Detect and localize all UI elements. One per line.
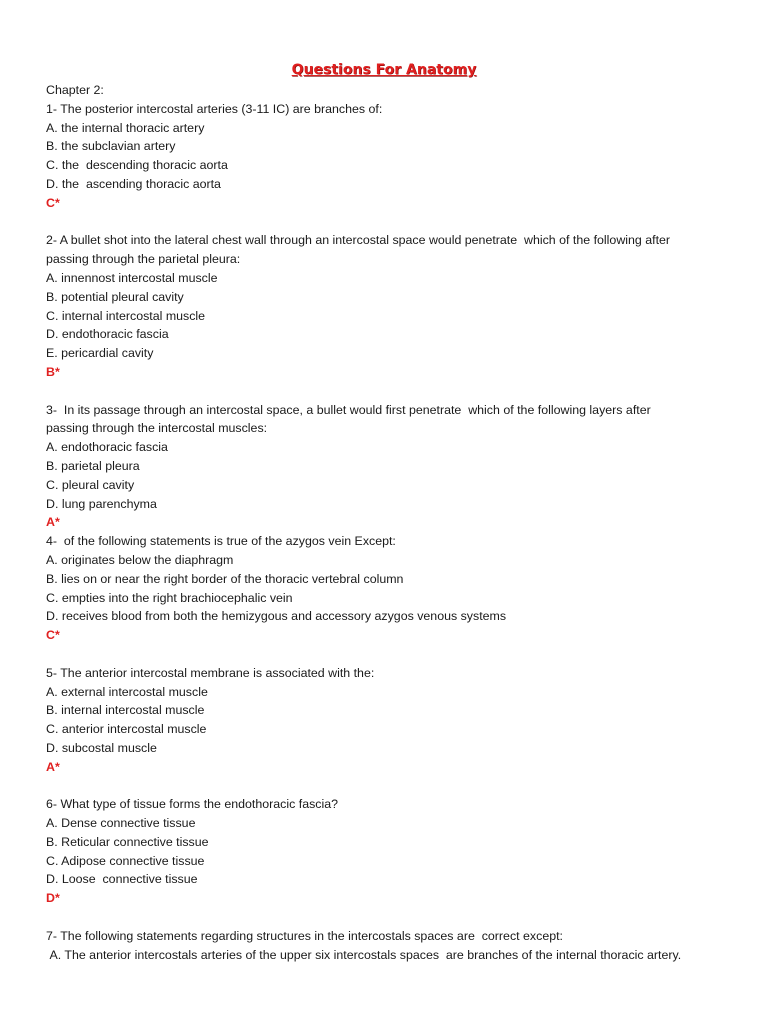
question-2-option-d: D. endothoracic fascia [46,327,169,342]
chapter-heading: Chapter 2: [46,83,104,97]
spacer [46,908,736,927]
question-6-answer: D* [46,891,60,906]
question-5 [46,664,736,777]
question-4-option-c: C. empties into the right brachiocephalic vein [46,590,293,605]
question-5-answer: A* [46,759,60,774]
question-4-option-d: D. receives blood from both the hemizygous and accessory azygos venous systems [46,609,507,624]
question-3-stem: 3- In its passage through an intercostal space, a bullet would first penetrate which of the following layers after [46,402,651,417]
question-4-stem: 4- of the following statements is true of the azygos vein Except: [46,534,396,549]
document-body [46,81,736,964]
question-3-answer: A* [46,515,60,530]
question-1-option-c: C. the descending thoracic aorta [46,158,228,173]
question-5-option-d: D. subcostal muscle [46,740,157,755]
question-2-answer: B* [46,364,60,379]
question-2 [46,231,736,381]
question-2-option-c: C. internal intercostal muscle [46,308,206,323]
question-1 [46,100,736,213]
spacer [46,382,736,401]
question-5-option-a: A. external intercostal muscle [46,684,208,699]
question-2-option-a: A. innennost intercostal muscle [46,270,218,285]
question-3-option-b: B. parietal pleura [46,458,140,473]
question-2-option-b: B. potential pleural cavity [46,289,184,304]
question-1-option-b: B. the subclavian artery [46,139,176,154]
question-1-option-d: D. the ascending thoracic aorta [46,176,221,191]
question-7 [46,927,736,965]
question-5-stem: 5- The anterior intercostal membrane is associated with the: [46,665,375,680]
question-6 [46,795,736,908]
question-6-stem: 6- What type of tissue forms the endothoracic fascia? [46,797,339,812]
question-3-option-d: D. lung parenchyma [46,496,157,511]
question-3-option-a: A. endothoracic fascia [46,440,168,455]
question-6-option-c: C. Adipose connective tissue [46,853,205,868]
question-3-stem-cont: passing through the intercostal muscles: [46,421,268,436]
question-2-stem-cont: passing through the parietal pleura: [46,252,241,267]
question-3-option-c: C. pleural cavity [46,477,135,492]
question-4 [46,532,736,645]
question-7-option-a: A. The anterior intercostals arteries of the upper six intercostals spaces are branches of the internal thoracic artery. [46,947,682,962]
question-3 [46,401,736,533]
spacer [46,213,736,232]
question-4-option-b: B. lies on or near the right border of the thoracic vertebral column [46,571,404,586]
question-7-stem: 7- The following statements regarding structures in the intercostals spaces are correct except: [46,928,563,943]
document-title: Questions For Anatomy [291,62,477,78]
question-6-option-b: B. Reticular connective tissue [46,834,209,849]
question-5-option-c: C. anterior intercostal muscle [46,722,207,737]
spacer [46,776,736,795]
question-6-option-a: A. Dense connective tissue [46,816,196,831]
question-1-option-a: A. the internal thoracic artery [46,120,205,135]
spacer [46,645,736,664]
question-1-answer: C* [46,195,60,210]
question-5-option-b: B. internal intercostal muscle [46,703,205,718]
question-4-answer: C* [46,628,60,643]
question-6-option-d: D. Loose connective tissue [46,872,198,887]
question-2-option-e: E. pericardial cavity [46,346,154,361]
question-4-option-a: A. originates below the diaphragm [46,552,234,567]
question-2-stem: 2- A bullet shot into the lateral chest wall through an intercostal space would penetrate which of the following after [46,233,671,248]
question-1-stem: 1- The posterior intercostal arteries (3-11 IC) are branches of: [46,101,383,116]
